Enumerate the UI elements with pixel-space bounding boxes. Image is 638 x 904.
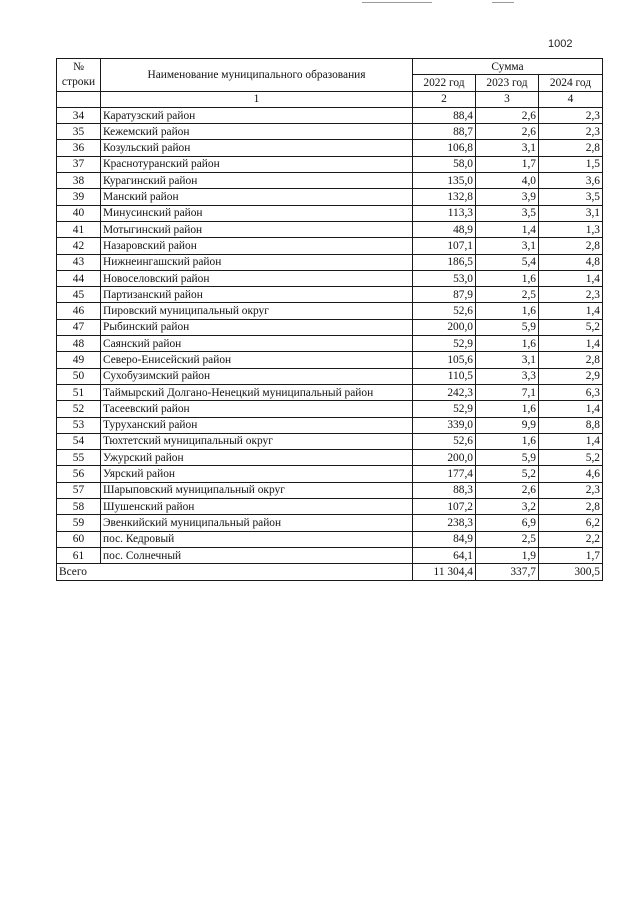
amount-2023-cell: 1,9	[476, 547, 539, 563]
row-number-cell: 40	[57, 205, 101, 221]
row-number-cell: 57	[57, 482, 101, 498]
row-number-cell: 36	[57, 140, 101, 156]
row-number-cell: 39	[57, 189, 101, 205]
row-number-cell: 50	[57, 368, 101, 384]
table-header	[57, 59, 603, 108]
sum-header: Сумма	[413, 59, 603, 75]
scan-artifact-line	[362, 2, 432, 3]
municipality-name-cell: Шушенский район	[101, 499, 413, 515]
total-2023: 337,7	[476, 564, 539, 580]
municipality-name-cell: Рыбинский район	[101, 319, 413, 335]
table-row	[57, 433, 603, 449]
row-number-cell: 42	[57, 238, 101, 254]
amount-2022-cell: 88,7	[413, 124, 476, 140]
amount-2024-cell: 5,2	[539, 319, 603, 335]
amount-2022-cell: 52,6	[413, 433, 476, 449]
municipality-name-cell: Уярский район	[101, 466, 413, 482]
municipality-name-cell: Нижнеингашский район	[101, 254, 413, 270]
municipality-name-cell: Таймырский Долгано-Ненецкий муниципальный район	[101, 384, 413, 400]
row-number-cell: 52	[57, 401, 101, 417]
municipality-name-cell: Курагинский район	[101, 173, 413, 189]
municipality-name-cell: Шарыповский муниципальный округ	[101, 482, 413, 498]
amount-2023-cell: 5,9	[476, 319, 539, 335]
amount-2022-cell: 88,4	[413, 107, 476, 123]
amount-2023-cell: 1,6	[476, 401, 539, 417]
amount-2023-cell: 9,9	[476, 417, 539, 433]
row-number-cell: 49	[57, 352, 101, 368]
row-number-cell: 61	[57, 547, 101, 563]
amount-2023-cell: 5,2	[476, 466, 539, 482]
amount-2022-cell: 53,0	[413, 270, 476, 286]
table-row	[57, 189, 603, 205]
amount-2024-cell: 2,8	[539, 352, 603, 368]
column-number-2: 2	[413, 91, 476, 107]
amount-2024-cell: 2,3	[539, 287, 603, 303]
table-body	[57, 107, 603, 563]
municipality-name-cell: Манский район	[101, 189, 413, 205]
amount-2023-cell: 1,4	[476, 221, 539, 237]
amount-2023-cell: 2,5	[476, 287, 539, 303]
year-2024-header: 2024 год	[539, 75, 603, 91]
amount-2023-cell: 2,6	[476, 482, 539, 498]
amount-2023-cell: 3,3	[476, 368, 539, 384]
row-number-cell: 45	[57, 287, 101, 303]
amount-2024-cell: 1,5	[539, 156, 603, 172]
municipality-name-cell: Кежемский район	[101, 124, 413, 140]
amount-2024-cell: 1,3	[539, 221, 603, 237]
municipality-name-cell: Каратузский район	[101, 107, 413, 123]
municipality-name-cell: Туруханский район	[101, 417, 413, 433]
amount-2024-cell: 4,8	[539, 254, 603, 270]
amount-2024-cell: 1,7	[539, 547, 603, 563]
row-number-cell: 51	[57, 384, 101, 400]
year-2023-header: 2023 год	[476, 75, 539, 91]
row-number-cell: 35	[57, 124, 101, 140]
amount-2023-cell: 6,9	[476, 515, 539, 531]
amount-2024-cell: 2,2	[539, 531, 603, 547]
amount-2022-cell: 84,9	[413, 531, 476, 547]
table-row	[57, 417, 603, 433]
amount-2022-cell: 64,1	[413, 547, 476, 563]
amount-2023-cell: 2,6	[476, 107, 539, 123]
row-number-cell: 38	[57, 173, 101, 189]
amount-2023-cell: 3,5	[476, 205, 539, 221]
year-2022-header: 2022 год	[413, 75, 476, 91]
municipality-name-cell: Тасеевский район	[101, 401, 413, 417]
amount-2022-cell: 339,0	[413, 417, 476, 433]
amount-2024-cell: 1,4	[539, 433, 603, 449]
table-row	[57, 466, 603, 482]
amount-2024-cell: 3,5	[539, 189, 603, 205]
row-number-header-line1: №	[73, 60, 84, 73]
amount-2023-cell: 1,7	[476, 156, 539, 172]
table-row	[57, 450, 603, 466]
row-number-cell: 53	[57, 417, 101, 433]
amount-2024-cell: 5,2	[539, 450, 603, 466]
table-row	[57, 205, 603, 221]
column-number-blank	[57, 91, 101, 107]
municipality-name-cell: Сухобузимский район	[101, 368, 413, 384]
amount-2024-cell: 6,2	[539, 515, 603, 531]
column-number-3: 3	[476, 91, 539, 107]
amount-2024-cell: 3,1	[539, 205, 603, 221]
amount-2024-cell: 2,9	[539, 368, 603, 384]
municipality-name-cell: Северо-Енисейский район	[101, 352, 413, 368]
amount-2022-cell: 135,0	[413, 173, 476, 189]
amount-2022-cell: 113,3	[413, 205, 476, 221]
table-row	[57, 254, 603, 270]
amount-2023-cell: 3,9	[476, 189, 539, 205]
table-row	[57, 531, 603, 547]
amount-2024-cell: 1,4	[539, 401, 603, 417]
amount-2022-cell: 87,9	[413, 287, 476, 303]
amount-2024-cell: 1,4	[539, 303, 603, 319]
row-number-cell: 59	[57, 515, 101, 531]
table-row	[57, 547, 603, 563]
amount-2023-cell: 2,6	[476, 124, 539, 140]
amount-2022-cell: 52,6	[413, 303, 476, 319]
municipality-name-cell: пос. Кедровый	[101, 531, 413, 547]
scan-artifact-line	[492, 2, 514, 3]
row-number-cell: 37	[57, 156, 101, 172]
amount-2023-cell: 3,2	[476, 499, 539, 515]
amount-2023-cell: 1,6	[476, 303, 539, 319]
amount-2024-cell: 2,3	[539, 482, 603, 498]
municipality-name-cell: Пировский муниципальный округ	[101, 303, 413, 319]
amount-2023-cell: 2,5	[476, 531, 539, 547]
municipality-name-cell: Ужурский район	[101, 450, 413, 466]
row-number-cell: 56	[57, 466, 101, 482]
amount-2024-cell: 2,8	[539, 499, 603, 515]
row-number-cell: 54	[57, 433, 101, 449]
amount-2023-cell: 7,1	[476, 384, 539, 400]
table-row	[57, 319, 603, 335]
amount-2023-cell: 3,1	[476, 238, 539, 254]
municipality-name-cell: Козульский район	[101, 140, 413, 156]
amount-2022-cell: 186,5	[413, 254, 476, 270]
row-number-cell: 44	[57, 270, 101, 286]
table-row	[57, 482, 603, 498]
row-number-header-line2: строки	[61, 75, 96, 88]
amount-2023-cell: 5,9	[476, 450, 539, 466]
row-number-cell: 48	[57, 336, 101, 352]
amount-2022-cell: 242,3	[413, 384, 476, 400]
table-row	[57, 287, 603, 303]
amount-2023-cell: 3,1	[476, 352, 539, 368]
table-row	[57, 238, 603, 254]
table-footer	[57, 564, 603, 580]
municipality-name-cell: Тюхтетский муниципальный округ	[101, 433, 413, 449]
amount-2024-cell: 1,4	[539, 336, 603, 352]
table-row	[57, 140, 603, 156]
table-row	[57, 336, 603, 352]
municipality-name-cell: Саянский район	[101, 336, 413, 352]
row-number-header	[57, 59, 101, 92]
amount-2024-cell: 2,3	[539, 107, 603, 123]
table-row	[57, 221, 603, 237]
amount-2022-cell: 238,3	[413, 515, 476, 531]
amount-2022-cell: 132,8	[413, 189, 476, 205]
table-row	[57, 352, 603, 368]
total-row	[57, 564, 603, 580]
amount-2023-cell: 4,0	[476, 173, 539, 189]
amount-2023-cell: 5,4	[476, 254, 539, 270]
amount-2023-cell: 1,6	[476, 336, 539, 352]
row-number-cell: 34	[57, 107, 101, 123]
total-label: Всего	[57, 564, 413, 580]
table-row	[57, 384, 603, 400]
column-number-4: 4	[539, 91, 603, 107]
row-number-cell: 47	[57, 319, 101, 335]
amount-2022-cell: 107,2	[413, 499, 476, 515]
amount-2022-cell: 107,1	[413, 238, 476, 254]
amount-2024-cell: 6,3	[539, 384, 603, 400]
amount-2022-cell: 105,6	[413, 352, 476, 368]
total-2022: 11 304,4	[413, 564, 476, 580]
row-number-cell: 41	[57, 221, 101, 237]
municipality-name-cell: Назаровский район	[101, 238, 413, 254]
table-row	[57, 107, 603, 123]
table-row	[57, 401, 603, 417]
table-row	[57, 124, 603, 140]
amount-2024-cell: 4,6	[539, 466, 603, 482]
municipality-name-cell: Краснотуранский район	[101, 156, 413, 172]
total-2024: 300,5	[539, 564, 603, 580]
municipality-name-cell: Минусинский район	[101, 205, 413, 221]
budget-table	[56, 58, 603, 581]
amount-2022-cell: 48,9	[413, 221, 476, 237]
table-row	[57, 173, 603, 189]
amount-2022-cell: 200,0	[413, 319, 476, 335]
table-row	[57, 303, 603, 319]
row-number-cell: 60	[57, 531, 101, 547]
amount-2022-cell: 58,0	[413, 156, 476, 172]
amount-2023-cell: 1,6	[476, 270, 539, 286]
amount-2022-cell: 88,3	[413, 482, 476, 498]
amount-2022-cell: 177,4	[413, 466, 476, 482]
amount-2023-cell: 3,1	[476, 140, 539, 156]
municipality-name-cell: Партизанский район	[101, 287, 413, 303]
amount-2022-cell: 200,0	[413, 450, 476, 466]
table-row	[57, 368, 603, 384]
amount-2024-cell: 2,8	[539, 140, 603, 156]
table-row	[57, 515, 603, 531]
municipality-name-cell: Эвенкийский муниципальный район	[101, 515, 413, 531]
municipality-name-cell: пос. Солнечный	[101, 547, 413, 563]
table-row	[57, 499, 603, 515]
amount-2022-cell: 52,9	[413, 336, 476, 352]
amount-2024-cell: 3,6	[539, 173, 603, 189]
amount-2024-cell: 2,3	[539, 124, 603, 140]
amount-2022-cell: 106,8	[413, 140, 476, 156]
row-number-cell: 58	[57, 499, 101, 515]
municipality-name-cell: Новоселовский район	[101, 270, 413, 286]
amount-2022-cell: 52,9	[413, 401, 476, 417]
column-number-1: 1	[101, 91, 413, 107]
row-number-cell: 46	[57, 303, 101, 319]
row-number-cell: 43	[57, 254, 101, 270]
amount-2023-cell: 1,6	[476, 433, 539, 449]
table-row	[57, 270, 603, 286]
amount-2024-cell: 1,4	[539, 270, 603, 286]
municipality-name-cell: Мотыгинский район	[101, 221, 413, 237]
amount-2022-cell: 110,5	[413, 368, 476, 384]
row-number-cell: 55	[57, 450, 101, 466]
amount-2024-cell: 8,8	[539, 417, 603, 433]
table-row	[57, 156, 603, 172]
municipality-name-header: Наименование муниципального образования	[101, 59, 413, 92]
page-number: 1002	[548, 38, 573, 50]
amount-2024-cell: 2,8	[539, 238, 603, 254]
